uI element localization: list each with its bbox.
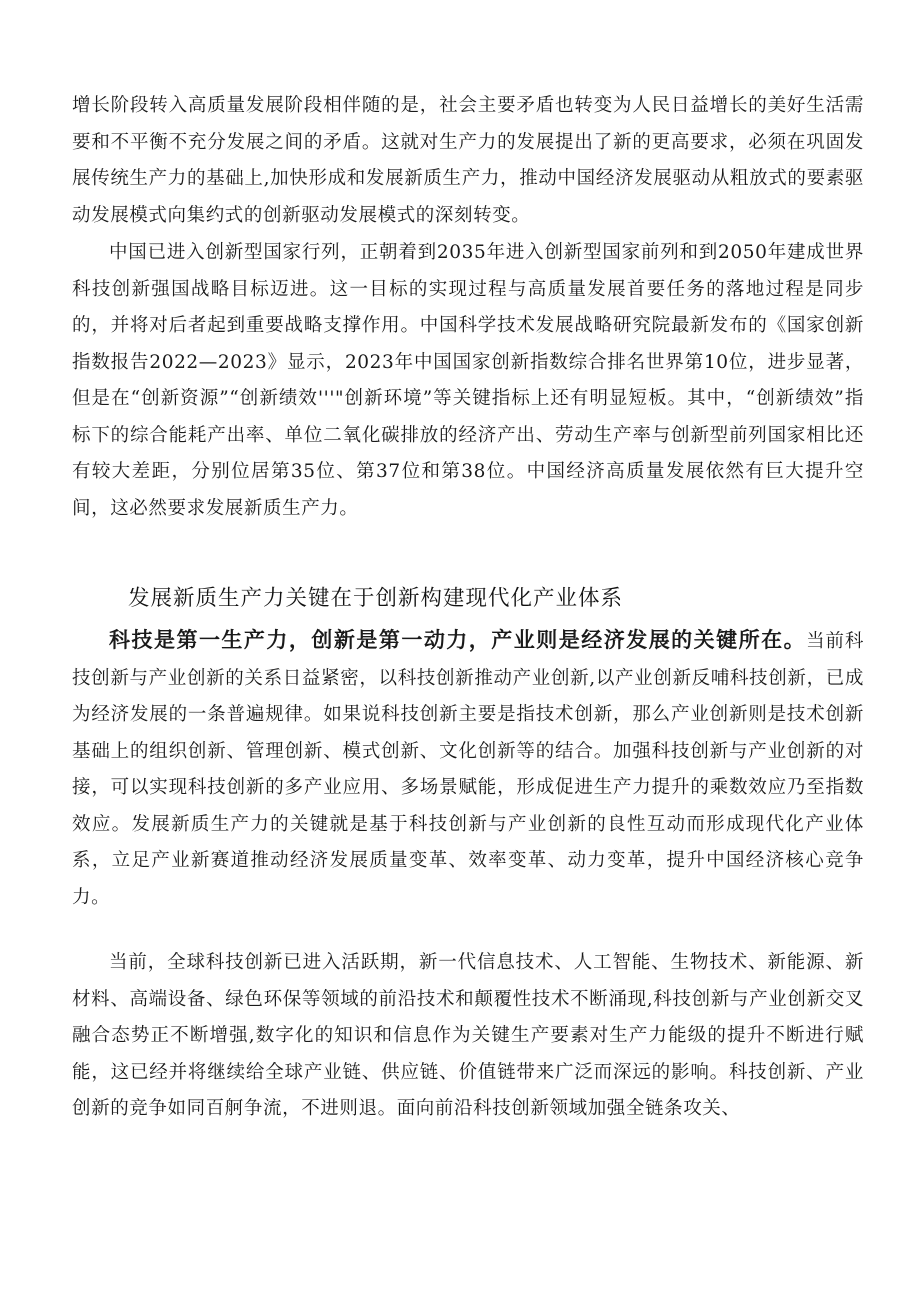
paragraph-sci-tech-body: 当前科技创新与产业创新的关系日益紧密，以科技创新推动产业创新,以产业创新反哺科技创新，已成为经济发展的一条普遍规律。如果说科技创新主要是指技术创新，那么产业创新则是技术创新基础上的组织创新、管理创新、模式创新、文化创新等的结合。加强科技创新与产业创新的对接，可以实现科技创新的多产业应用、多场景赋能，形成促进生产力提升的乘数效应乃至指数效应。发展新质生产力的关键就是基于科技创新与产业创新的良性互动而形成现代化产业体系，立足产业新赛道推动经济发展质量变革、效率变革、动力变革，提升中国经济核心竞争力。 <box>72 631 864 908</box>
paragraph-sci-tech-content <box>72 622 864 916</box>
paragraph-intro-text: 增长阶段转入高质量发展阶段相伴随的是，社会主要矛盾也转变为人民日益增长的美好生活需要和不平衡不充分发展之间的矛盾。这就对生产力的发展提出了新的更高要求，必须在巩固发展传统生产力的基础上,加快形成和发展新质生产力，推动中国经济发展驱动从粗放式的要素驱动发展模式向集约式的创新驱动发展模式的深刻转变。 <box>72 95 864 226</box>
paragraph-intro <box>72 88 864 234</box>
paragraph-sci-tech-lead: 科技是第一生产力，创新是第一动力，产业则是经济发展的关键所在。 <box>109 627 807 652</box>
paragraph-current <box>72 945 864 1128</box>
paragraph-innovation-country-text: 中国已进入创新型国家行列，正朝着到2035年进入创新型国家前列和到2050年建成世界科技创新强国战略目标迈进。这一目标的实现过程与高质量发展首要任务的落地过程是同步的，并将对后者起到重要战略支撑作用。中国科学技术发展战略研究院最新发布的《国家创新指数报告2022—2023》显示，2023年中国国家创新指数综合排名世界第10位，进步显著，但是在“创新资源”“创新绩效'''"创新环境”等关键指标上还有明显短板。其中，“创新绩效”指标下的综合能耗产出率、单位二氧化碳排放的经济产出、劳动生产率与创新型前列国家相比还有较大差距，分别位居第35位、第37位和第38位。中国经济高质量发展依然有巨大提升空间，这必然要求发展新质生产力。 <box>72 242 864 519</box>
paragraph-sci-tech <box>72 622 864 916</box>
paragraph-current-text: 当前，全球科技创新已进入活跃期，新一代信息技术、人工智能、生物技术、新能源、新材料、高端设备、绿色环保等领域的前沿技术和颠覆性技术不断涌现,科技创新与产业创新交叉融合态势正不断增强,数字化的知识和信息作为关键生产要素对生产力能级的提升不断进行赋能，这已经并将继续给全球产业链、供应链、价值链带来广泛而深远的影响。科技创新、产业创新的竞争如同百舸争流，不进则退。面向前沿科技创新领域加强全链条攻关、 <box>72 952 864 1119</box>
paragraph-innovation-country <box>72 235 864 527</box>
section-heading: 发展新质生产力关键在于创新构建现代化产业体系 <box>128 586 624 611</box>
